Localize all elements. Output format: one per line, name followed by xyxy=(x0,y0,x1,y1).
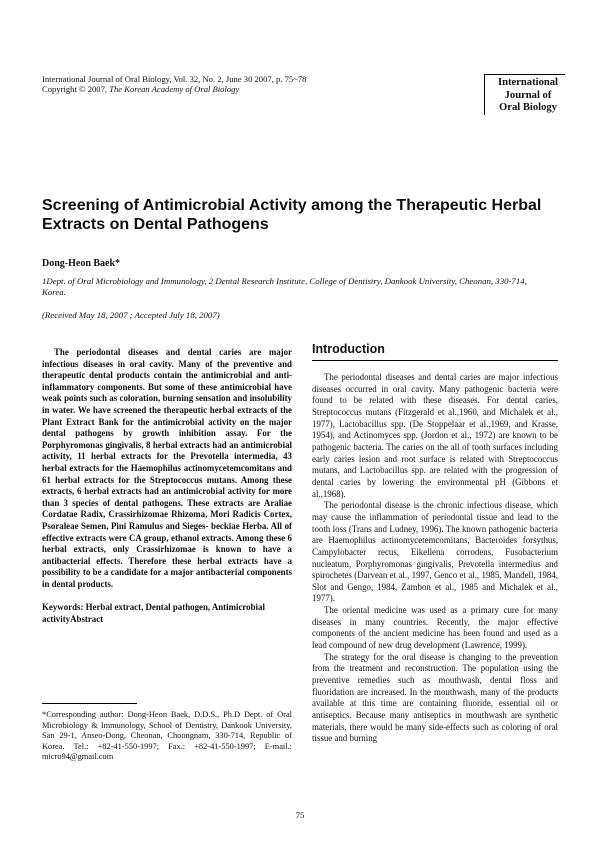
page-number: 75 xyxy=(295,810,305,820)
paragraph: The periodontal disease is the chronic infectious disease, which may cause the inflammation of periodontal tissue and lead to the tooth loss (Trans and Ludney, 1996). The known pathogenic bacteria are Haemophilus actinomycetemcomitans, Bacteroides forsythus, Campylobacter recus, Eikellena corrodens, Fusobacterium nucleatum, Porphyromonas gingivalis, Prevotella intermedius and spirochetes (Darvean et al., 1997, Genco et al., 1985, Mandell, 1984, Slot and Gengo, 1984, Zambon et al., 1985 and Michalek et al., 1977). xyxy=(312,500,558,604)
copyright-prefix: Copyright xyxy=(42,84,80,94)
corresponding-author-footnote: *Corresponding author: Dong-Heon Baek, D.D.S., Ph.D Dept. of Oral Microbiology & Immunology, School of Dentistry, Dankook University, San 29-1, Anseo-Dong, Cheonan, Choongnam, 330-714, Republic of Korea. Tel.: +82-41-550-1997; Fax.: +82-41-550-1997; E-mail.: micro94@gmail.com xyxy=(42,710,292,762)
copyright-line xyxy=(42,84,239,95)
footnote-divider xyxy=(42,703,137,704)
copyright-symbol: © xyxy=(79,84,86,94)
abstract: The periodontal diseases and dental caries are major infectious diseases in oral cavity. Many of the preventive and therapeutic dental products contain the antimicrobial and anti-inflammatory components. But some of these antimicrobial have weak points such as coloration, burning sensation and insolubility in water. We have screened the therapeutic herbal extracts of the Plant Extract Bank for the antimicrobial activity on the major dental pathogens by growth inhibition assay. For the Porphyromonas gingivalis, 8 herbal extracts had an antimicrobial activity, 11 herbal extracts for the Prevotella intermedia, 43 herbal extracts for the Haemophilus actinomycetemcomitans and 61 herbal extracts for the Streptococcus mutans. Among these extracts, 6 herbal extracts had an antimicrobial activity for more than 3 species of dental pathogens. These extracts are Araliae Cordatae Radix, Crassirhizomae Rhizoma, Mori Radicis Cortex, Psoraleae Semen, Pini Ramulus and Sieges- beckiae Herba. All of effective extracts were CA group, ethanol extracts. Among these 6 herbal extracts, only Crassirhizomae is known to have a antibacterial effects. Therefore these herbal extracts have a possibility to be a candidate for a major antibacterial components in dental products. xyxy=(42,347,292,589)
paragraph: The strategy for the oral disease is changing to the prevention from the treatment and reconstruction. The population using the preventive remedies such as mouthwash, dental floss and fluoridation are increased. In the mouthwash, many of the products available at this time are containing fluoride, essential oil or antiseptics. Because many antiseptics in mouthwash are synthetic materials, there would be many side-effects such as coloring of oral tissue and burning xyxy=(312,651,558,744)
copyright-year: 2007, xyxy=(85,84,110,94)
author: Dong-Heon Baek* xyxy=(42,258,121,269)
received-accepted-dates: (Received May 18, 2007 ; Accepted July 18, 2007) xyxy=(42,310,220,320)
introduction-body xyxy=(312,372,558,745)
copyright-holder: The Korean Academy of Oral Biology xyxy=(109,84,240,94)
paragraph: The periodontal diseases and dental caries are major infectious diseases occurred in oral cavity. Many pathogenic bacteria were found to be related with these diseases. For dental caries, Streptococcus mutans (Fitzgerald et al.,1960, and Michalek et al., 1977), Lactobacillus spp. (De Stoppelaar et al.,1969, and Krasse, 1954), and Actinomyces spp. (Jordon et al., 1972) are known to be pathogenic bacteria. The caries on the all of tooth surfaces including early caries lesion and root surface is related with Streptococcus mutans, and Lactobacillus spp. are related with the progression of dental caries by lowering the environmental pH (Gibbons et al.,1968). xyxy=(312,372,558,499)
paragraph: The oriental medicine was used as a primary cure for many diseases in many countries. Recently, the major effective components of the ancient medicine has been found and used as a lead compound of new drug development (Lawrence, 1999). xyxy=(312,605,558,651)
journal-name-line: International xyxy=(497,77,559,88)
journal-citation: International Journal of Oral Biology, Vol. 32, No. 2, June 30 2007, p. 75~78 xyxy=(42,74,307,84)
journal-name-box xyxy=(484,74,565,115)
keywords: Keywords: Herbal extract, Dental pathogen, Antimicrobial activityAbstract xyxy=(42,602,265,624)
paper-title: Screening of Antimicrobial Activity among the Therapeutic Herbal Extracts on Dental Pathogens xyxy=(42,197,542,233)
journal-name-line: Journal of xyxy=(504,89,552,101)
section-heading-introduction: Introduction xyxy=(312,342,558,361)
journal-name-line: Oral Biology xyxy=(499,102,557,113)
affiliation: 1Dept. of Oral Microbiology and Immunology, 2 Dental Research Institute, College of Dentistry, Dankook University, Cheonan, 330-714, Korea. xyxy=(42,276,527,298)
